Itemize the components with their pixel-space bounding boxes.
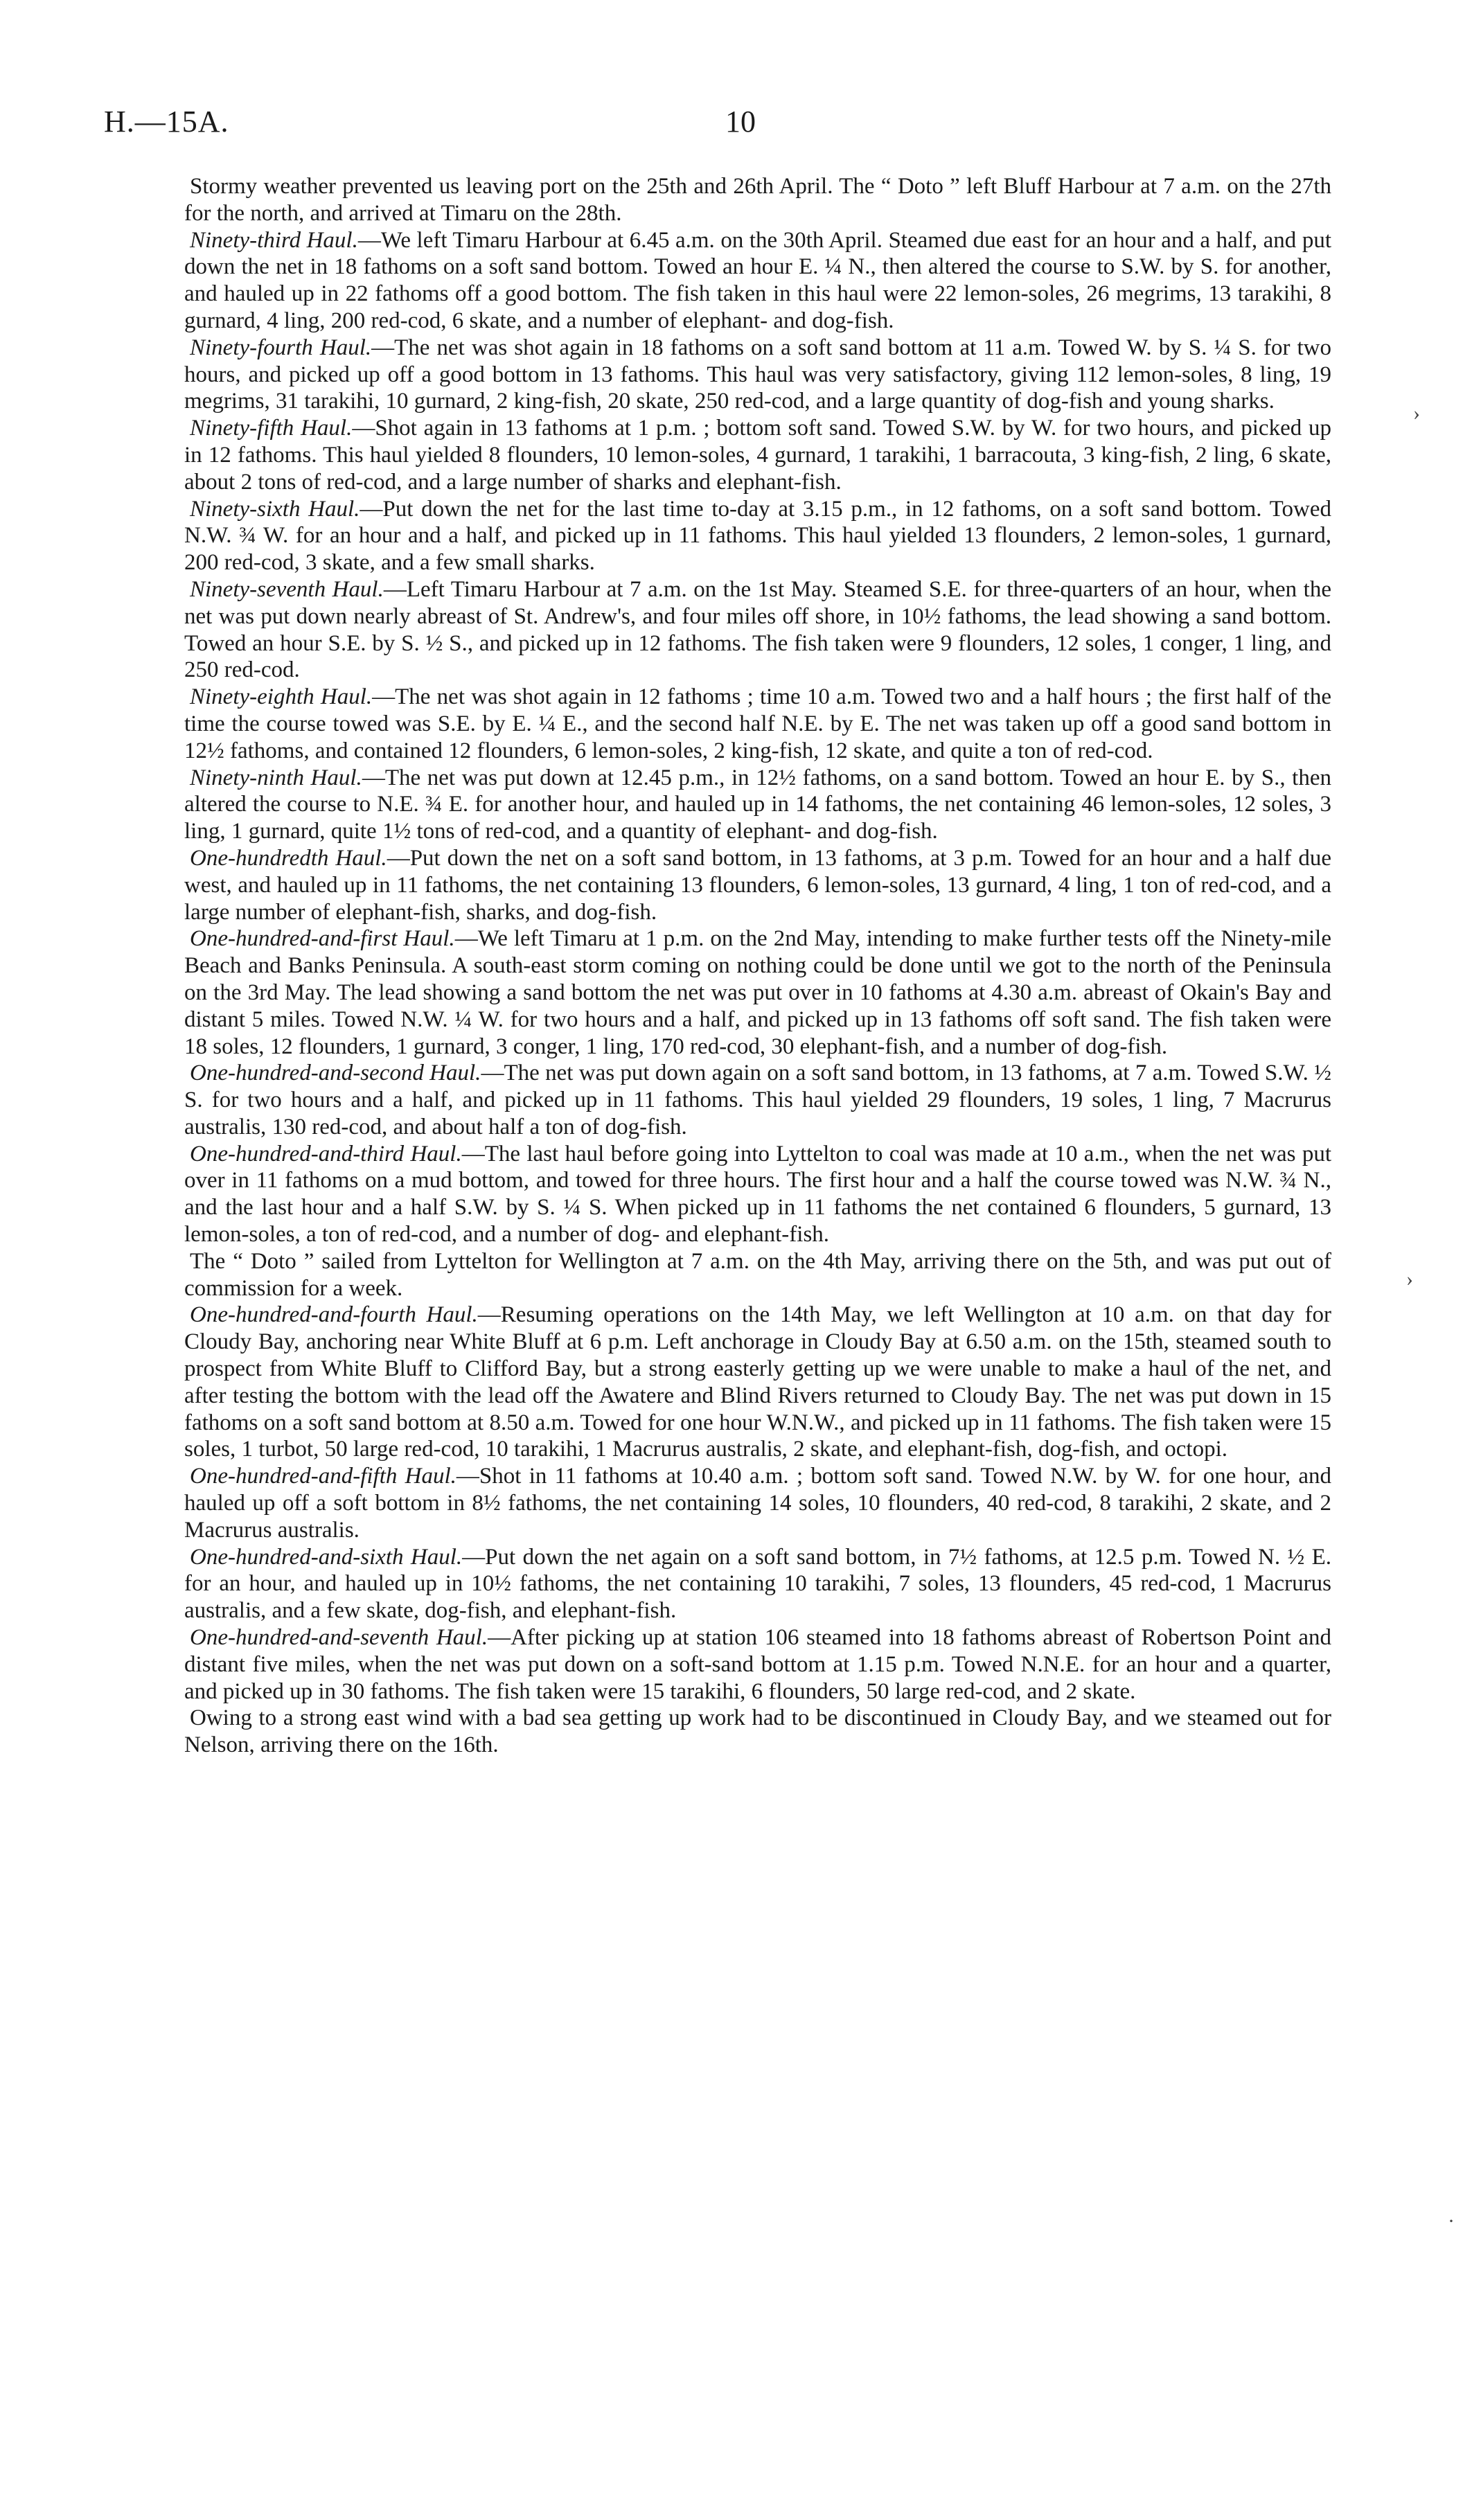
haul-heading: One-hundred-and-sixth Haul.	[190, 1544, 463, 1570]
paragraph	[184, 1624, 1331, 1705]
haul-heading: One-hundred-and-first Haul.	[190, 926, 455, 952]
paragraph	[184, 845, 1331, 925]
margin-mark: ›	[1406, 1268, 1413, 1290]
paragraph-text: —The last haul before going into Lyttelton to coal was made at 10 a.m., when the net was put over in 11 fathoms on a mud bottom, and towed for three hours. The first hour and a half the course towed was N.W. ¾ N., and the last hour and a half S.W. by S. ¼ S. When picked up in 11 fathoms the net contained 6 flounders, 5 gurnard, 13 lemon-soles, a ton of red-cod, and a number of dog- and elephant-fish.	[184, 1141, 1332, 1248]
paragraph-text: —Left Timaru Harbour at 7 a.m. on the 1st May. Steamed S.E. for three-quarters of an hour, when the net was put down nearly abreast of St. Andrew's, and four miles off shore, in 10½ fathoms, the lead showing a sand bottom. Towed an hour S.E. by S. ½ S., and picked up in 12 fathoms. The fish taken were 9 flounders, 12 soles, 1 conger, 1 ling, and 250 red-cod.	[184, 576, 1331, 683]
paragraph	[184, 765, 1331, 845]
paragraph-text: —We left Timaru at 1 p.m. on the 2nd May, intending to make further tests off the Ninety-mile Beach and Banks Peninsula. A south-east storm coming on nothing could be done until we got to the north of the Peninsula on the 3rd May. The lead showing a sand bottom the net was put over in 10 fathoms at 4.30 a.m. abreast of Okain's Bay and distant 5 miles. Towed N.W. ¼ W. for two hours and a half, and picked up in 13 fathoms off soft sand. The fish taken were 18 soles, 12 flounders, 1 gurnard, 3 conger, 1 ling, 170 red-cod, 30 elephant-fish, and a number of dog-fish.	[184, 926, 1331, 1059]
haul-heading: One-hundred-and-seventh Haul.	[190, 1625, 488, 1651]
paragraph	[184, 415, 1331, 495]
haul-heading: One-hundred-and-second Haul.	[190, 1061, 481, 1086]
report-body	[184, 173, 1331, 1759]
paragraph-text: —Put down the net on a soft sand bottom, in 13 fathoms, at 3 p.m. Towed for an hour and a half due west, and hauled up in 11 fathoms, the net containing 13 flounders, 6 lemon-soles, 13 gurnard, 4 ling, 1 ton of red-cod, and a large number of elephant-fish, sharks, and dog-fish.	[184, 845, 1331, 925]
haul-heading: One-hundredth Haul.	[190, 845, 387, 871]
paragraph	[184, 925, 1331, 1060]
paragraph	[184, 1544, 1331, 1624]
paragraph-text: —The net was shot again in 18 fathoms on a soft sand bottom at 11 a.m. Towed W. by S. ¼ S. for two hours, and picked up off a good bottom in 13 fathoms. This haul was very satisfactory, giving 112 lemon-soles, 8 ling, 19 megrims, 31 tarakihi, 10 gurnard, 2 king-fish, 20 skate, 250 red-cod, and a large quantity of dog-fish and young sharks.	[184, 335, 1331, 414]
document-id: H.—15A.	[104, 105, 229, 139]
paragraph-text: —Shot again in 13 fathoms at 1 p.m. ; bottom soft sand. Towed S.W. by W. for two hours, and picked up in 12 fathoms. This haul yielded 8 flounders, 10 lemon-soles, 4 gurnard, 1 tarakihi, 1 barracouta, 3 king-fish, 2 ling, 6 skate, about 2 tons of red-cod, and a large number of sharks and elephant-fish.	[184, 416, 1331, 495]
paragraph	[184, 1705, 1331, 1759]
paragraph	[184, 1302, 1331, 1463]
paragraph-text: Stormy weather prevented us leaving port on the 25th and 26th April. The “ Doto ” left Bluff Harbour at 7 a.m. on the 27th for the north, and arrived at Timaru on the 28th.	[184, 174, 1331, 226]
page-header	[104, 104, 1377, 145]
haul-heading: Ninety-seventh Haul.	[190, 576, 384, 602]
haul-heading: Ninety-third Haul.	[190, 227, 358, 253]
haul-heading: Ninety-fourth Haul.	[190, 335, 372, 360]
paragraph-text: —Put down the net for the last time to-day at 3.15 p.m., in 12 fathoms, on a soft sand bottom. Towed N.W. ¾ W. for an hour and a half, and picked up in 11 fathoms. This haul yielded 13 flounders, 2 lemon-soles, 1 gurnard, 200 red-cod, 3 skate, and a few small sharks.	[184, 496, 1331, 576]
paragraph	[184, 227, 1331, 335]
paragraph	[184, 1141, 1331, 1248]
haul-heading: Ninety-sixth Haul.	[190, 496, 360, 522]
paragraph	[184, 684, 1331, 764]
paragraph	[184, 576, 1331, 684]
haul-heading: One-hundred-and-fifth Haul.	[190, 1464, 456, 1489]
paragraph-text: —The net was put down again on a soft sand bottom, in 13 fathoms, at 7 a.m. Towed S.W. ½ S. for two hours and a half, and picked up in 11 fathoms. This haul yielded 29 flounders, 19 soles, 1 ling, 7 Macrurus australis, 130 red-cod, and about half a ton of dog-fish.	[184, 1061, 1331, 1139]
paragraph	[184, 1463, 1331, 1543]
haul-heading: One-hundred-and-third Haul.	[190, 1141, 462, 1166]
paragraph	[184, 1060, 1331, 1140]
paragraph-text: —We left Timaru Harbour at 6.45 a.m. on the 30th April. Steamed due east for an hour and a half, and put down the net in 18 fathoms on a soft sand bottom. Towed an hour E. ¼ N., then altered the course to S.W. by S. for another, and hauled up in 22 fathoms off a good bottom. The fish taken in this haul were 22 lemon-soles, 26 megrims, 13 tarakihi, 8 gurnard, 4 ling, 200 red-cod, 6 skate, and a number of elephant- and dog-fish.	[184, 227, 1331, 333]
page-number: 10	[725, 105, 756, 139]
paragraph-text: Owing to a strong east wind with a bad sea getting up work had to be discontinued in Cloudy Bay, and we steamed out for Nelson, arriving there on the 16th.	[184, 1705, 1331, 1758]
paragraph-text: —Resuming operations on the 14th May, we left Wellington at 10 a.m. on that day for Cloudy Bay, anchoring near White Bluff at 6 p.m. Left anchorage in Cloudy Bay at 6.50 a.m. on the 15th, steamed south to prospect from White Bluff to Clifford Bay, but a strong easterly getting up we were unable to make a haul of the net, and after testing the bottom with the lead off the Awatere and Blind Rivers returned to Cloudy Bay. The net was put down in 15 fathoms on a soft sand bottom at 8.50 a.m. Towed for one hour W.N.W., and picked up in 11 fathoms. The fish taken were 15 soles, 1 turbot, 50 large red-cod, 10 tarakihi, 1 Macrurus australis, 2 skate, and elephant-fish, dog-fish, and octopi.	[184, 1302, 1332, 1462]
paragraph-text: The “ Doto ” sailed from Lyttelton for Wellington at 7 a.m. on the 4th May, arriving there on the 5th, and was put out of commission for a week.	[184, 1248, 1331, 1301]
haul-heading: Ninety-fifth Haul.	[190, 416, 353, 441]
margin-mark: ›	[1413, 402, 1420, 425]
paragraph	[184, 496, 1331, 576]
haul-heading: Ninety-eighth Haul.	[190, 684, 373, 710]
paragraph-text: —The net was shot again in 12 fathoms ; time 10 a.m. Towed two and a half hours ; the first half of the time the course towed was S.E. by E. ¼ E., and the second half N.E. by E. The net was taken up off a good sand bottom in 12½ fathoms, and contained 12 flounders, 6 lemon-soles, 2 king-fish, 12 skate, and quite a ton of red-cod.	[184, 684, 1331, 763]
paragraph	[184, 1248, 1331, 1302]
paragraph-text: —The net was put down at 12.45 p.m., in 12½ fathoms, on a sand bottom. Towed an hour E. by S., then altered the course to N.E. ¾ E. for another hour, and hauled up in 14 fathoms, the net containing 46 lemon-soles, 12 soles, 3 ling, 1 gurnard, quite 1½ tons of red-cod, and a quantity of elephant- and dog-fish.	[184, 765, 1331, 844]
paragraph	[184, 335, 1331, 415]
paragraph-text: —Shot in 11 fathoms at 10.40 a.m. ; bottom soft sand. Towed N.W. by W. for one hour, and hauled up off a soft bottom in 8½ fathoms, the net containing 14 soles, 10 flounders, 40 red-cod, 8 tarakihi, 2 skate, and 2 Macrurus australis.	[184, 1464, 1331, 1543]
paragraph-text: —Put down the net again on a soft sand bottom, in 7½ fathoms, at 12.5 p.m. Towed N. ½ E. for an hour, and hauled up in 10½ fathoms, the net containing 10 tarakihi, 7 soles, 13 flounders, 45 red-cod, 1 Macrurus australis, and a few skate, dog-fish, and elephant-fish.	[184, 1544, 1331, 1624]
haul-heading: Ninety-ninth Haul.	[190, 765, 362, 790]
paragraph	[184, 173, 1331, 227]
paragraph-text: —After picking up at station 106 steamed into 18 fathoms abreast of Robertson Point and distant five miles, when the net was put down on a soft-sand bottom at 1.15 p.m. Towed N.N.E. for an hour and a quarter, and picked up in 30 fathoms. The fish taken were 15 tarakihi, 6 flounders, 50 large red-cod, and 2 skate.	[184, 1625, 1331, 1704]
haul-heading: One-hundred-and-fourth Haul.	[190, 1302, 478, 1328]
margin-mark: ·	[1448, 2210, 1455, 2233]
